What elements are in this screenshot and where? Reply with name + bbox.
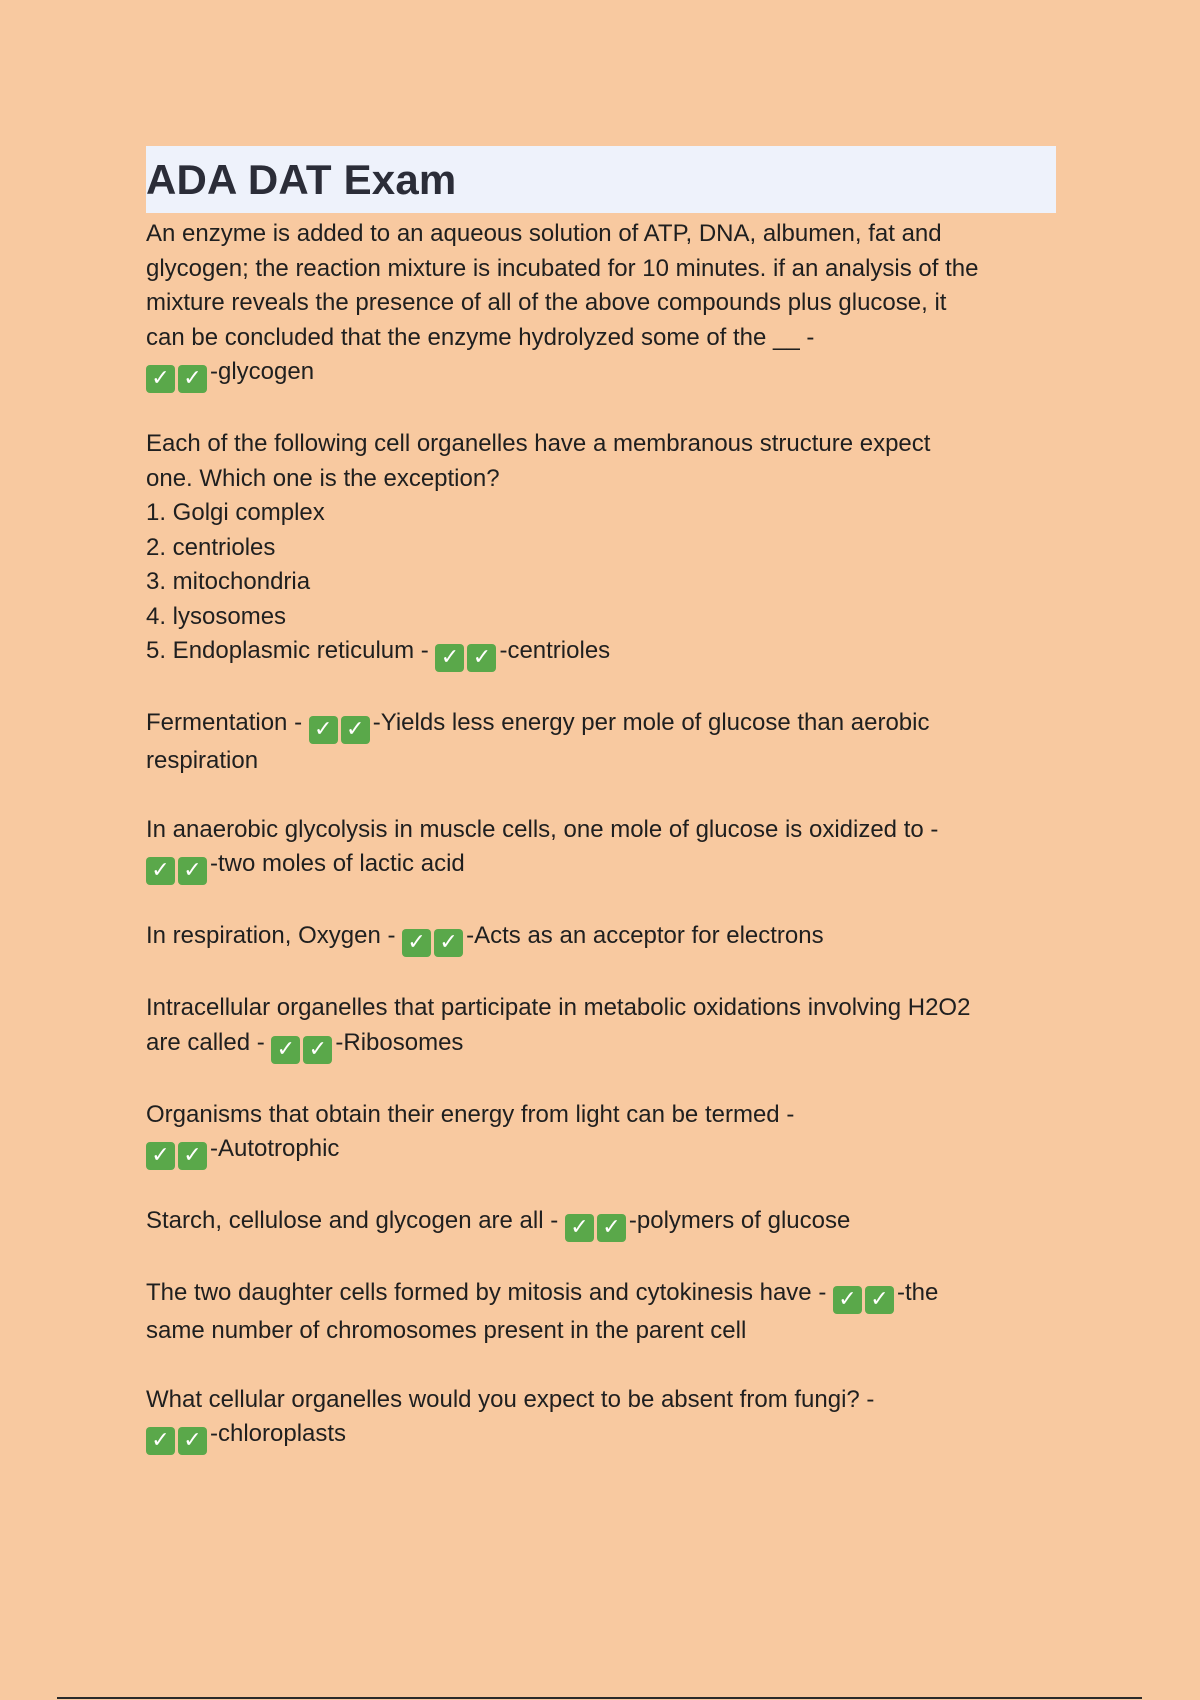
answer-line xyxy=(146,1417,1056,1455)
question-line: An enzyme is added to an aqueous solution of ATP, DNA, albumen, fat and xyxy=(146,220,942,247)
check-icon: ✓ xyxy=(865,1286,894,1314)
question-line: Intracellular organelles that participate in metabolic oxidations involving H2O2 xyxy=(146,994,971,1021)
answer-text: -chloroplasts xyxy=(210,1420,347,1447)
question-text: 5. Endoplasmic reticulum - xyxy=(146,637,436,664)
check-icon: ✓ xyxy=(467,644,496,672)
question-line: 2. centrioles xyxy=(146,533,276,561)
qa-item xyxy=(146,1098,1056,1171)
question-line: 1. Golgi complex xyxy=(146,499,325,526)
qa-item xyxy=(146,813,1056,886)
check-icon: ✓ xyxy=(309,716,338,744)
answer-text: -Yields less energy per mole of glucose than aerobic xyxy=(372,709,930,736)
check-icon: ✓ xyxy=(178,1427,207,1455)
check-icon: ✓ xyxy=(341,716,370,744)
check-icon: ✓ xyxy=(435,644,464,672)
answer-line xyxy=(146,634,1056,672)
question-line: 4. lysosomes xyxy=(146,602,287,630)
question-line: mixture reveals the presence of all of the above compounds plus glucose, it xyxy=(146,289,947,316)
answer-line xyxy=(146,706,1056,744)
answer-line xyxy=(146,1026,1056,1064)
answer-text: -polymers of glucose xyxy=(628,1207,851,1234)
qa-item xyxy=(146,706,1056,779)
answer-text: -centrioles xyxy=(499,637,611,664)
answer-text: -two moles of lactic acid xyxy=(210,850,465,877)
question-line: In anaerobic glycolysis in muscle cells, one mole of glucose is oxidized to - xyxy=(146,815,939,843)
answer-line xyxy=(146,1132,1056,1170)
check-icon: ✓ xyxy=(833,1286,862,1314)
answer-continuation: respiration xyxy=(146,747,259,774)
page-bottom-rule xyxy=(57,1697,1142,1699)
answer-text: -the xyxy=(896,1279,939,1306)
check-icon: ✓ xyxy=(271,1036,300,1064)
question-line: can be concluded that the enzyme hydrolyzed some of the __ - xyxy=(146,323,815,351)
question-text: Fermentation - xyxy=(146,709,309,736)
qa-item xyxy=(146,427,1056,672)
question-text: In respiration, Oxygen - xyxy=(146,922,403,949)
answer-line xyxy=(146,1204,1056,1242)
check-icon: ✓ xyxy=(178,365,207,393)
answer-text: -Autotrophic xyxy=(210,1135,340,1162)
question-line: Each of the following cell organelles have a membranous structure expect xyxy=(146,430,931,457)
check-icon: ✓ xyxy=(146,365,175,393)
question-text: Starch, cellulose and glycogen are all - xyxy=(146,1207,565,1234)
document-page xyxy=(146,146,1056,1489)
question-line: one. Which one is the exception? xyxy=(146,464,500,492)
qa-item xyxy=(146,1383,1056,1456)
qa-item xyxy=(146,991,1056,1064)
check-icon: ✓ xyxy=(146,1427,175,1455)
check-icon: ✓ xyxy=(303,1036,332,1064)
check-icon: ✓ xyxy=(178,857,207,885)
question-line: Organisms that obtain their energy from light can be termed - xyxy=(146,1100,795,1128)
answer-line xyxy=(146,355,1056,393)
question-line: 3. mitochondria xyxy=(146,568,311,595)
check-icon: ✓ xyxy=(402,929,431,957)
question-text: are called - xyxy=(146,1028,272,1056)
qa-item xyxy=(146,217,1056,393)
qa-item xyxy=(146,919,1056,957)
answer-line xyxy=(146,919,1056,957)
check-icon: ✓ xyxy=(434,929,463,957)
question-line: glycogen; the reaction mixture is incubated for 10 minutes. if an analysis of the xyxy=(146,254,979,282)
check-icon: ✓ xyxy=(178,1142,207,1170)
answer-text: -Ribosomes xyxy=(335,1028,464,1056)
check-icon: ✓ xyxy=(146,1142,175,1170)
check-icon: ✓ xyxy=(597,1214,626,1242)
qa-list xyxy=(146,217,1056,1455)
title-banner xyxy=(146,146,1056,213)
question-line: What cellular organelles would you expect to be absent from fungi? - xyxy=(146,1385,875,1413)
answer-text: -glycogen xyxy=(210,358,315,385)
qa-item xyxy=(146,1276,1056,1349)
answer-text: -Acts as an acceptor for electrons xyxy=(466,922,824,949)
answer-continuation: same number of chromosomes present in the parent cell xyxy=(146,1317,747,1344)
answer-line xyxy=(146,847,1056,885)
page-title: ADA DAT Exam xyxy=(146,155,457,203)
question-text: The two daughter cells formed by mitosis and cytokinesis have - xyxy=(146,1279,833,1306)
check-icon: ✓ xyxy=(565,1214,594,1242)
answer-line xyxy=(146,1276,1056,1314)
qa-item xyxy=(146,1204,1056,1242)
check-icon: ✓ xyxy=(146,857,175,885)
